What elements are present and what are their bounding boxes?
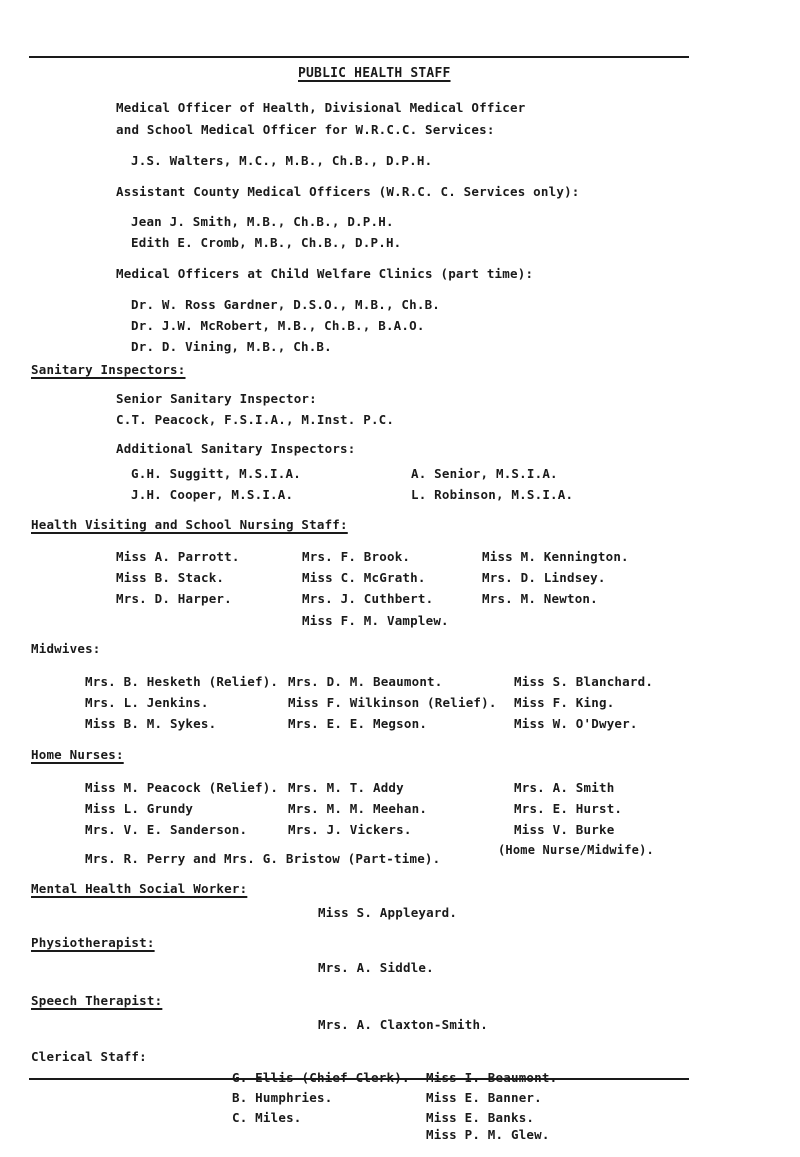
clerical-staff: Miss I. Beaumont. bbox=[426, 1070, 558, 1085]
cwc-name: Dr. D. Vining, M.B., Ch.B. bbox=[131, 339, 332, 354]
clerical-staff: Miss E. Banner. bbox=[426, 1090, 542, 1105]
hv-staff: Mrs. J. Cuthbert. bbox=[302, 591, 434, 606]
home-nurse-parttime: Mrs. R. Perry and Mrs. G. Bristow (Part-time). bbox=[85, 851, 441, 866]
sanitary-inspector: J.H. Cooper, M.S.I.A. bbox=[131, 487, 294, 502]
hv-staff: Miss M. Kennington. bbox=[482, 549, 629, 564]
sanitary-inspector: A. Senior, M.S.I.A. bbox=[411, 466, 558, 481]
midwife: Miss B. M. Sykes. bbox=[85, 716, 217, 731]
midwife: Mrs. D. M. Beaumont. bbox=[288, 674, 443, 689]
hv-heading: Health Visiting and School Nursing Staff: bbox=[31, 517, 348, 532]
physio-name: Mrs. A. Siddle. bbox=[318, 960, 434, 975]
mhsw-heading: Mental Health Social Worker: bbox=[31, 881, 248, 896]
mhsw-name: Miss S. Appleyard. bbox=[318, 905, 458, 920]
additional-sanitary-heading: Additional Sanitary Inspectors: bbox=[116, 441, 356, 456]
cwc-heading: Medical Officers at Child Welfare Clinics (part time): bbox=[116, 266, 534, 281]
home-nurse: Mrs. V. E. Sanderson. bbox=[85, 822, 248, 837]
clerical-staff: Miss E. Banks. bbox=[426, 1110, 535, 1125]
acmo-name: Edith E. Cromb, M.B., Ch.B., D.P.H. bbox=[131, 235, 402, 250]
clerical-staff: Miss P. M. Glew. bbox=[426, 1127, 550, 1142]
clerical-staff: C. Miles. bbox=[232, 1110, 302, 1125]
midwife: Mrs. E. E. Megson. bbox=[288, 716, 428, 731]
midwife: Mrs. L. Jenkins. bbox=[85, 695, 209, 710]
acmo-name: Jean J. Smith, M.B., Ch.B., D.P.H. bbox=[131, 214, 394, 229]
hv-staff: Miss C. McGrath. bbox=[302, 570, 426, 585]
home-nurse-note: (Home Nurse/Midwife). bbox=[498, 843, 654, 857]
speech-heading: Speech Therapist: bbox=[31, 993, 163, 1008]
clerical-staff: B. Humphries. bbox=[232, 1090, 333, 1105]
hv-staff: Miss A. Parrott. bbox=[116, 549, 240, 564]
cwc-name: Dr. W. Ross Gardner, D.S.O., M.B., Ch.B. bbox=[131, 297, 441, 312]
home-nurse: Miss V. Burke bbox=[514, 822, 615, 837]
home-nurse: Mrs. M. M. Meehan. bbox=[288, 801, 428, 816]
sanitary-inspector: L. Robinson, M.S.I.A. bbox=[411, 487, 574, 502]
hv-staff: Miss F. M. Vamplew. bbox=[302, 613, 449, 628]
midwife: Miss W. O'Dwyer. bbox=[514, 716, 638, 731]
sanitary-inspector: G.H. Suggitt, M.S.I.A. bbox=[131, 466, 301, 481]
senior-sanitary-heading: Senior Sanitary Inspector: bbox=[116, 391, 317, 406]
home-nurse: Mrs. M. T. Addy bbox=[288, 780, 404, 795]
moh-name: J.S. Walters, M.C., M.B., Ch.B., D.P.H. bbox=[131, 153, 433, 168]
physio-heading: Physiotherapist: bbox=[31, 935, 155, 950]
hv-staff: Miss B. Stack. bbox=[116, 570, 225, 585]
page-frame bbox=[29, 56, 689, 1080]
acmo-heading: Assistant County Medical Officers (W.R.C. C. Services only): bbox=[116, 184, 580, 199]
clerical-staff: G. Ellis (Chief Clerk). bbox=[232, 1070, 410, 1085]
sanitary-heading: Sanitary Inspectors: bbox=[31, 362, 186, 377]
moh-heading-line2: and School Medical Officer for W.R.C.C. Services: bbox=[116, 122, 495, 137]
hv-staff: Mrs. D. Harper. bbox=[116, 591, 232, 606]
home-nurse: Miss L. Grundy bbox=[85, 801, 194, 816]
midwife: Miss F. Wilkinson (Relief). bbox=[288, 695, 497, 710]
speech-name: Mrs. A. Claxton-Smith. bbox=[318, 1017, 488, 1032]
midwife: Miss F. King. bbox=[514, 695, 615, 710]
midwife: Miss S. Blanchard. bbox=[514, 674, 654, 689]
home-nurses-heading: Home Nurses: bbox=[31, 747, 124, 762]
page-title: PUBLIC HEALTH STAFF bbox=[298, 66, 451, 81]
home-nurse: Mrs. A. Smith bbox=[514, 780, 615, 795]
hv-staff: Mrs. M. Newton. bbox=[482, 591, 598, 606]
clerical-heading: Clerical Staff: bbox=[31, 1049, 147, 1064]
midwives-heading: Midwives: bbox=[31, 641, 101, 656]
hv-staff: Mrs. F. Brook. bbox=[302, 549, 411, 564]
home-nurse: Mrs. J. Vickers. bbox=[288, 822, 412, 837]
senior-sanitary-name: C.T. Peacock, F.S.I.A., M.Inst. P.C. bbox=[116, 412, 395, 427]
hv-staff: Mrs. D. Lindsey. bbox=[482, 570, 606, 585]
cwc-name: Dr. J.W. McRobert, M.B., Ch.B., B.A.O. bbox=[131, 318, 425, 333]
home-nurse: Miss M. Peacock (Relief). bbox=[85, 780, 279, 795]
moh-heading-line1: Medical Officer of Health, Divisional Medical Officer bbox=[116, 100, 526, 115]
home-nurse: Mrs. E. Hurst. bbox=[514, 801, 623, 816]
midwife: Mrs. B. Hesketh (Relief). bbox=[85, 674, 279, 689]
